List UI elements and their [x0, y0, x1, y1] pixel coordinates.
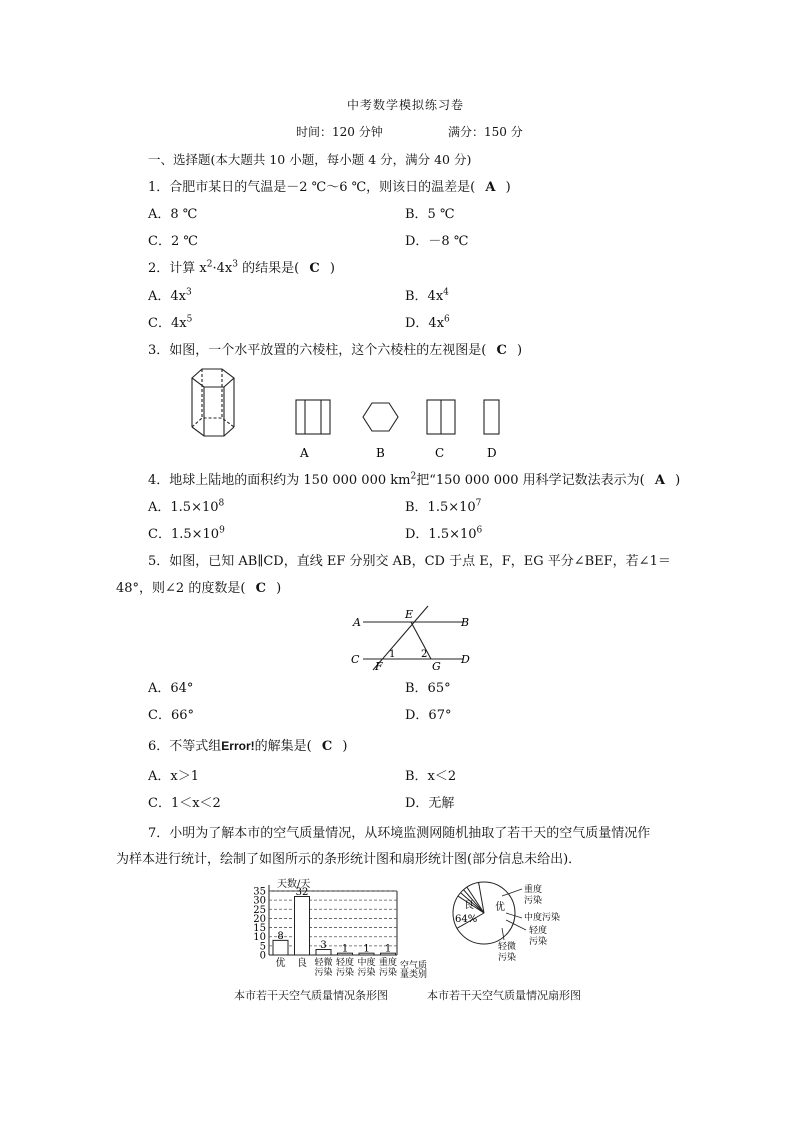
question-5-line-2: [116, 581, 281, 597]
x-tick-label: 轻度: [335, 958, 355, 968]
bar-value-label: 8: [277, 930, 284, 942]
slice-percent-good: 64%: [455, 914, 478, 925]
exam-time: 时间：120 分钟: [296, 125, 383, 139]
option-a: A．64°: [148, 681, 194, 696]
option-text: D．1.5×10: [405, 527, 477, 542]
answer: C: [321, 739, 333, 754]
slice-label-slight-2: 污染: [498, 953, 517, 963]
view-option-c: [427, 400, 455, 434]
x-tick-label: 中度: [357, 958, 376, 968]
option-b: B．x＜2: [405, 769, 457, 784]
slice-label-excellent: 优: [495, 902, 505, 913]
x-axis-label-line-1: 空气质: [400, 961, 428, 971]
slice-label-medium: 中度污染: [524, 913, 561, 923]
question-4: [148, 473, 680, 489]
x-tick-label: 优: [275, 958, 286, 969]
label-a: A: [353, 616, 361, 629]
slice-label-heavy-1: 重度: [524, 885, 543, 895]
fig-label-b: B: [376, 446, 385, 460]
y-tick-label: 0: [259, 950, 266, 962]
bar-value-label: 1: [384, 943, 392, 955]
x-tick-label: 污染: [378, 968, 398, 978]
x-tick-label: 污染: [335, 968, 355, 978]
question-3: [148, 343, 522, 359]
fig-label-a: A: [300, 446, 309, 460]
y-tick-label: 25: [253, 904, 266, 916]
exponent: 6: [444, 314, 450, 325]
question-1: [148, 180, 511, 196]
y-tick-label: 5: [259, 941, 266, 953]
page-title: 中考数学模拟练习卷: [347, 98, 465, 112]
option-text: C．1.5×10: [148, 527, 220, 542]
question-text: 4．地球上陆地的面积约为 150 000 000 km: [148, 473, 411, 488]
y-tick-label: 35: [253, 886, 266, 898]
question-2: [148, 261, 335, 277]
bar-chart-caption: 本市若干天空气质量情况条形图: [234, 989, 388, 1002]
option-b: [405, 289, 449, 305]
bar-value-label: 1: [341, 943, 349, 955]
option-d: [405, 316, 450, 332]
bar: [295, 896, 310, 955]
view-option-a: [296, 400, 330, 434]
label-b: B: [461, 616, 470, 629]
label-g: G: [432, 660, 441, 673]
answer: C: [496, 343, 507, 358]
fig-label-c: C: [435, 446, 445, 460]
x-tick-label: 污染: [314, 968, 333, 978]
exponent: 8: [218, 498, 225, 509]
x-tick-label: 良: [297, 958, 307, 969]
pie-chart: [440, 878, 590, 968]
answer: C: [255, 581, 266, 596]
x-tick-label: 重度: [378, 958, 398, 968]
answer: A: [654, 473, 665, 488]
q3-figure: [180, 362, 520, 462]
bar: [273, 940, 288, 955]
slice-label-good: 良: [464, 900, 474, 911]
option-d: [405, 527, 482, 543]
question-7-line-2: 为样本进行统计，绘制了如图所示的条形统计图和扇形统计图(部分信息未给出)．: [116, 852, 582, 867]
question-close: ): [675, 473, 681, 488]
option-text: D．4x: [405, 316, 445, 331]
exponent: 4: [443, 287, 449, 298]
x-tick-label: 轻微: [314, 958, 333, 968]
question-text: ·4x: [212, 261, 233, 276]
option-b: B．5 ℃: [405, 207, 455, 222]
slice-label-mild-2: 污染: [529, 937, 548, 947]
option-c: C．66°: [148, 708, 194, 723]
option-text: B．4x: [405, 289, 444, 304]
exponent: 2: [206, 259, 213, 270]
option-c: [148, 527, 225, 543]
question-7-line-1: 7．小明为了解本市的空气质量情况，从环境监测网随机抽取了若干天的空气质量情况作: [148, 826, 651, 841]
question-close: ): [505, 180, 511, 195]
label-d: D: [461, 653, 470, 666]
question-close: ): [342, 739, 348, 754]
question-text: 1．合肥市某日的气温是－2 ℃～6 ℃，则该日的温差是(: [148, 180, 476, 195]
option-d: D．－8 ℃: [405, 234, 469, 249]
y-tick-label: 30: [253, 895, 266, 907]
exponent: 5: [186, 314, 193, 325]
question-close: ): [516, 343, 523, 358]
pie-chart-caption: 本市若干天空气质量情况扇形图: [427, 989, 581, 1002]
label-e: E: [405, 608, 414, 621]
slice-label-slight-1: 轻微: [498, 942, 517, 952]
view-option-b: [363, 403, 398, 431]
exponent: 9: [219, 525, 225, 536]
option-c: [148, 316, 192, 332]
hexagonal-prism: [192, 369, 234, 436]
label-c: C: [351, 653, 360, 666]
question-text: 的解集是(: [254, 739, 312, 754]
error-field: Error!: [221, 739, 255, 753]
question-text: 3．如图，一个水平放置的六棱柱，这个六棱柱的左视图是(: [148, 343, 487, 358]
option-c: C．1＜x＜2: [148, 796, 221, 811]
exponent: 2: [410, 471, 417, 482]
view-option-d: [484, 400, 499, 434]
section-heading: 一、选择题(本大题共 10 小题，每小题 4 分，满分 40 分): [148, 152, 472, 167]
bar-chart: [240, 873, 440, 978]
option-c: C．2 ℃: [148, 234, 198, 249]
question-close: ): [329, 261, 335, 276]
y-tick-label: 10: [253, 932, 266, 944]
option-d: D．67°: [405, 708, 452, 723]
x-tick-label: 污染: [357, 968, 376, 978]
option-a: A．x＞1: [148, 769, 199, 784]
option-d: D．无解: [405, 796, 455, 811]
option-text: A．4x: [148, 289, 186, 304]
y-tick-label: 15: [253, 923, 266, 935]
leader-medium: [506, 913, 522, 918]
bar-value-label: 1: [363, 943, 370, 955]
option-text: B．1.5×10: [405, 500, 476, 515]
exam-score: 满分：150 分: [448, 125, 523, 139]
y-tick-label: 20: [253, 913, 266, 925]
question-5-line-1: 5．如图，已知 AB∥CD，直线 EF 分别交 AB，CD 于点 E，F，EG 平分∠BEF，若∠1＝: [148, 554, 671, 569]
y-axis-label: 天数/天: [277, 879, 311, 890]
question-close: ): [276, 581, 282, 596]
question-text: 2．计算 x: [148, 261, 207, 276]
exponent: 3: [186, 287, 192, 298]
exponent: 6: [476, 525, 483, 536]
question-text: 6．不等式组: [148, 739, 222, 754]
option-b: [405, 500, 481, 516]
bar-value-label: 3: [320, 940, 327, 952]
answer: A: [485, 180, 496, 195]
option-b: B．65°: [405, 681, 451, 696]
option-a: [148, 289, 192, 305]
question-text: 48°，则∠2 的度数是(: [116, 581, 246, 596]
option-a: A．8 ℃: [148, 207, 198, 222]
option-text: A．1.5×10: [148, 500, 219, 515]
fig-label-d: D: [487, 446, 497, 460]
angle-2-label: 2: [421, 649, 428, 660]
label-f: F: [375, 660, 383, 673]
angle-1-label: 1: [389, 649, 396, 660]
question-text: 把“150 000 000 用科学记数法表示为(: [416, 473, 645, 488]
option-text: C．4x: [148, 316, 187, 331]
leader-mild: [506, 920, 526, 930]
slice-label-mild-1: 轻度: [529, 926, 548, 936]
q5-figure: [345, 603, 480, 673]
exponent: 3: [232, 259, 238, 270]
slice-label-heavy-2: 污染: [524, 896, 543, 906]
question-text: 的结果是(: [237, 261, 300, 276]
exponent: 7: [475, 498, 482, 509]
bar-value-label: 32: [295, 886, 309, 898]
option-a: [148, 500, 224, 516]
answer: C: [309, 261, 320, 276]
question-6: [148, 738, 347, 755]
x-axis-label-line-2: 量类别: [400, 970, 428, 978]
